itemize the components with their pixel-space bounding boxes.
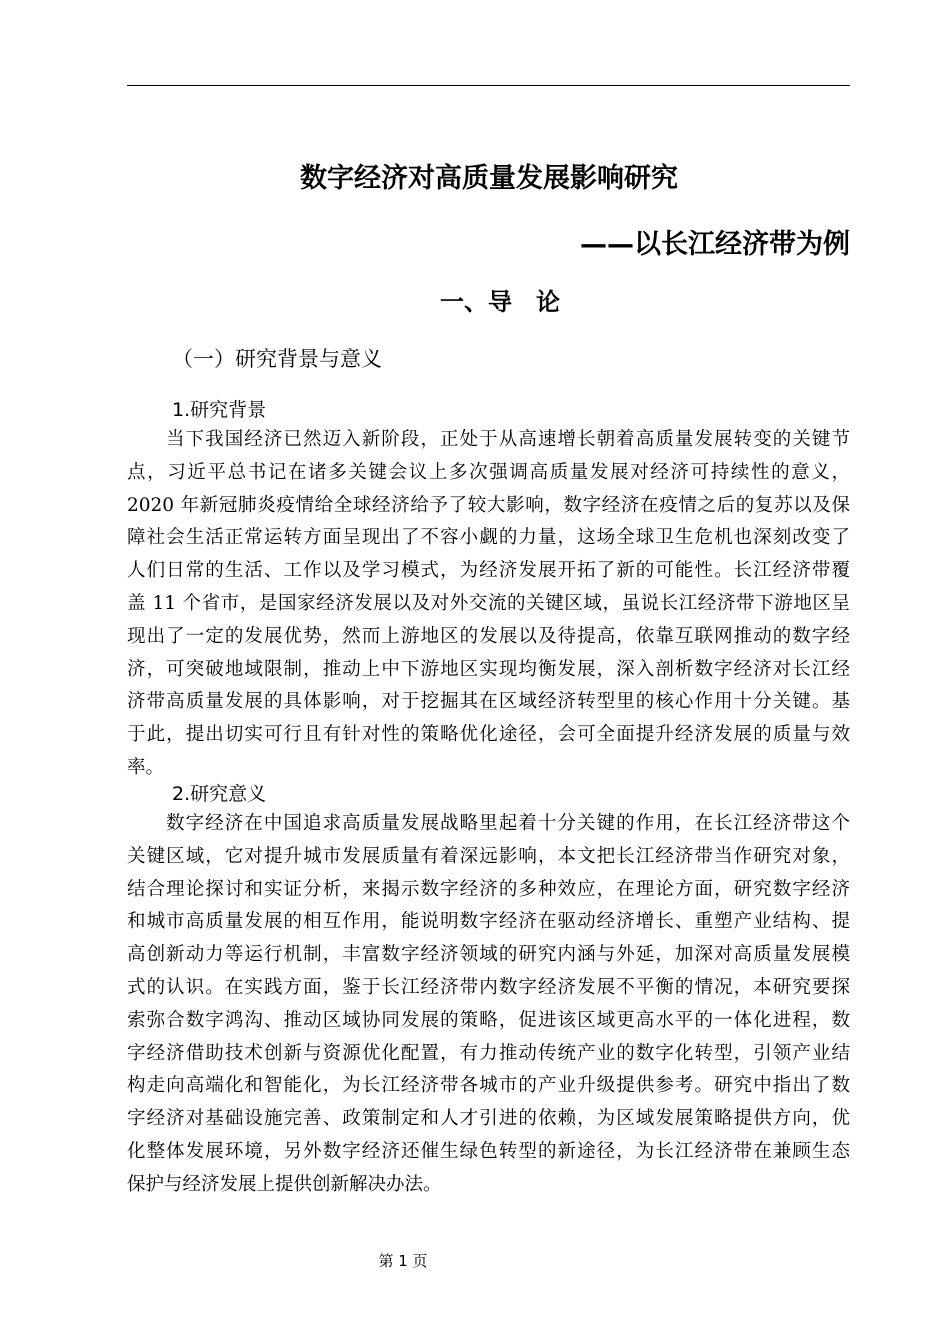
paragraph-line: 盖 11 个省市，是国家经济发展以及对外交流的关键区域，虽说长江经济带下游地区呈 xyxy=(127,592,850,614)
paragraph-line: 2020 年新冠肺炎疫情给全球经济给予了较大影响，数字经济在疫情之后的复苏以及保 xyxy=(127,494,850,516)
document-title: 数字经济对高质量发展影响研究 xyxy=(300,163,678,194)
header-rule xyxy=(127,85,850,86)
paragraph-line: 索弥合数字鸿沟、推动区域协同发展的策略，促进该区域更高水平的一体化进程，数 xyxy=(127,1009,850,1031)
document-subtitle: ——以长江经济带为例 xyxy=(580,229,850,260)
paragraph-line: 当下我国经济已然迈入新阶段，正处于从高速增长朝着高质量发展转变的关键节 xyxy=(166,429,850,450)
paragraph-line: 关键区域，它对提升城市发展质量有着深远影响，本文把长江经济带当作研究对象， xyxy=(127,845,850,867)
paragraph-line: 现出了一定的发展优势，然而上游地区的发展以及待提高，依靠互联网推动的数字经 xyxy=(127,625,850,647)
paragraph-line: 高创新动力等运行机制，丰富数字经济领域的研究内涵与外延，加深对高质量发展模 xyxy=(127,944,850,966)
subsection-heading-significance: 2.研究意义 xyxy=(172,783,267,805)
paragraph-line: 式的认识。在实践方面，鉴于长江经济带内数字经济发展不平衡的情况，本研究要探 xyxy=(127,976,850,998)
paragraph-line: 于此，提出切实可行且有针对性的策略优化途径，会可全面提升经济发展的质量与效 xyxy=(127,724,850,746)
page-number: 第 1 页 xyxy=(378,1252,428,1270)
paragraph-line: 人们日常的生活、工作以及学习模式，为经济发展开拓了新的可能性。长江经济带覆 xyxy=(127,560,850,582)
paragraph-line: 数字经济在中国追求高质量发展战略里起着十分关键的作用，在长江经济带这个 xyxy=(166,813,850,834)
paragraph-line: 保护与经济发展上提供创新解决办法。 xyxy=(127,1173,442,1195)
chapter-heading: 一、导 论 xyxy=(440,288,560,316)
paragraph-significance xyxy=(127,808,850,1202)
paragraph-line: 字经济借助技术创新与资源优化配置，有力推动传统产业的数字化转型，引领产业结 xyxy=(127,1042,850,1064)
paragraph-line: 率。 xyxy=(127,756,165,778)
paragraph-line: 化整体发展环境，另外数字经济还催生绿色转型的新途径，为长江经济带在兼顾生态 xyxy=(127,1140,850,1162)
subsection-heading-background: 1.研究背景 xyxy=(172,399,267,421)
paragraph-background xyxy=(127,424,850,785)
paragraph-line: 障社会生活正常运转方面呈现出了不容小觑的力量，这场全球卫生危机也深刻改变了 xyxy=(127,527,850,549)
paragraph-line: 点，习近平总书记在诸多关键会议上多次强调高质量发展对经济可持续性的意义， xyxy=(127,461,850,483)
paragraph-line: 字经济对基础设施完善、政策制定和人才引进的依赖，为区域发展策略提供方向，优 xyxy=(127,1108,850,1130)
paragraph-line: 济带高质量发展的具体影响，对于挖掘其在区域经济转型里的核心作用十分关键。基 xyxy=(127,691,850,713)
paragraph-line: 结合理论探讨和实证分析，来揭示数字经济的多种效应，在理论方面，研究数字经济 xyxy=(127,878,850,900)
paragraph-line: 和城市高质量发展的相互作用，能说明数字经济在驱动经济增长、重塑产业结构、提 xyxy=(127,911,850,933)
paragraph-line: 济，可突破地域限制，推动上中下游地区实现均衡发展，深入剖析数字经济对长江经 xyxy=(127,658,850,680)
section-heading: （一）研究背景与意义 xyxy=(172,347,382,371)
paragraph-line: 构走向高端化和智能化，为长江经济带各城市的产业升级提供参考。研究中指出了数 xyxy=(127,1075,850,1097)
